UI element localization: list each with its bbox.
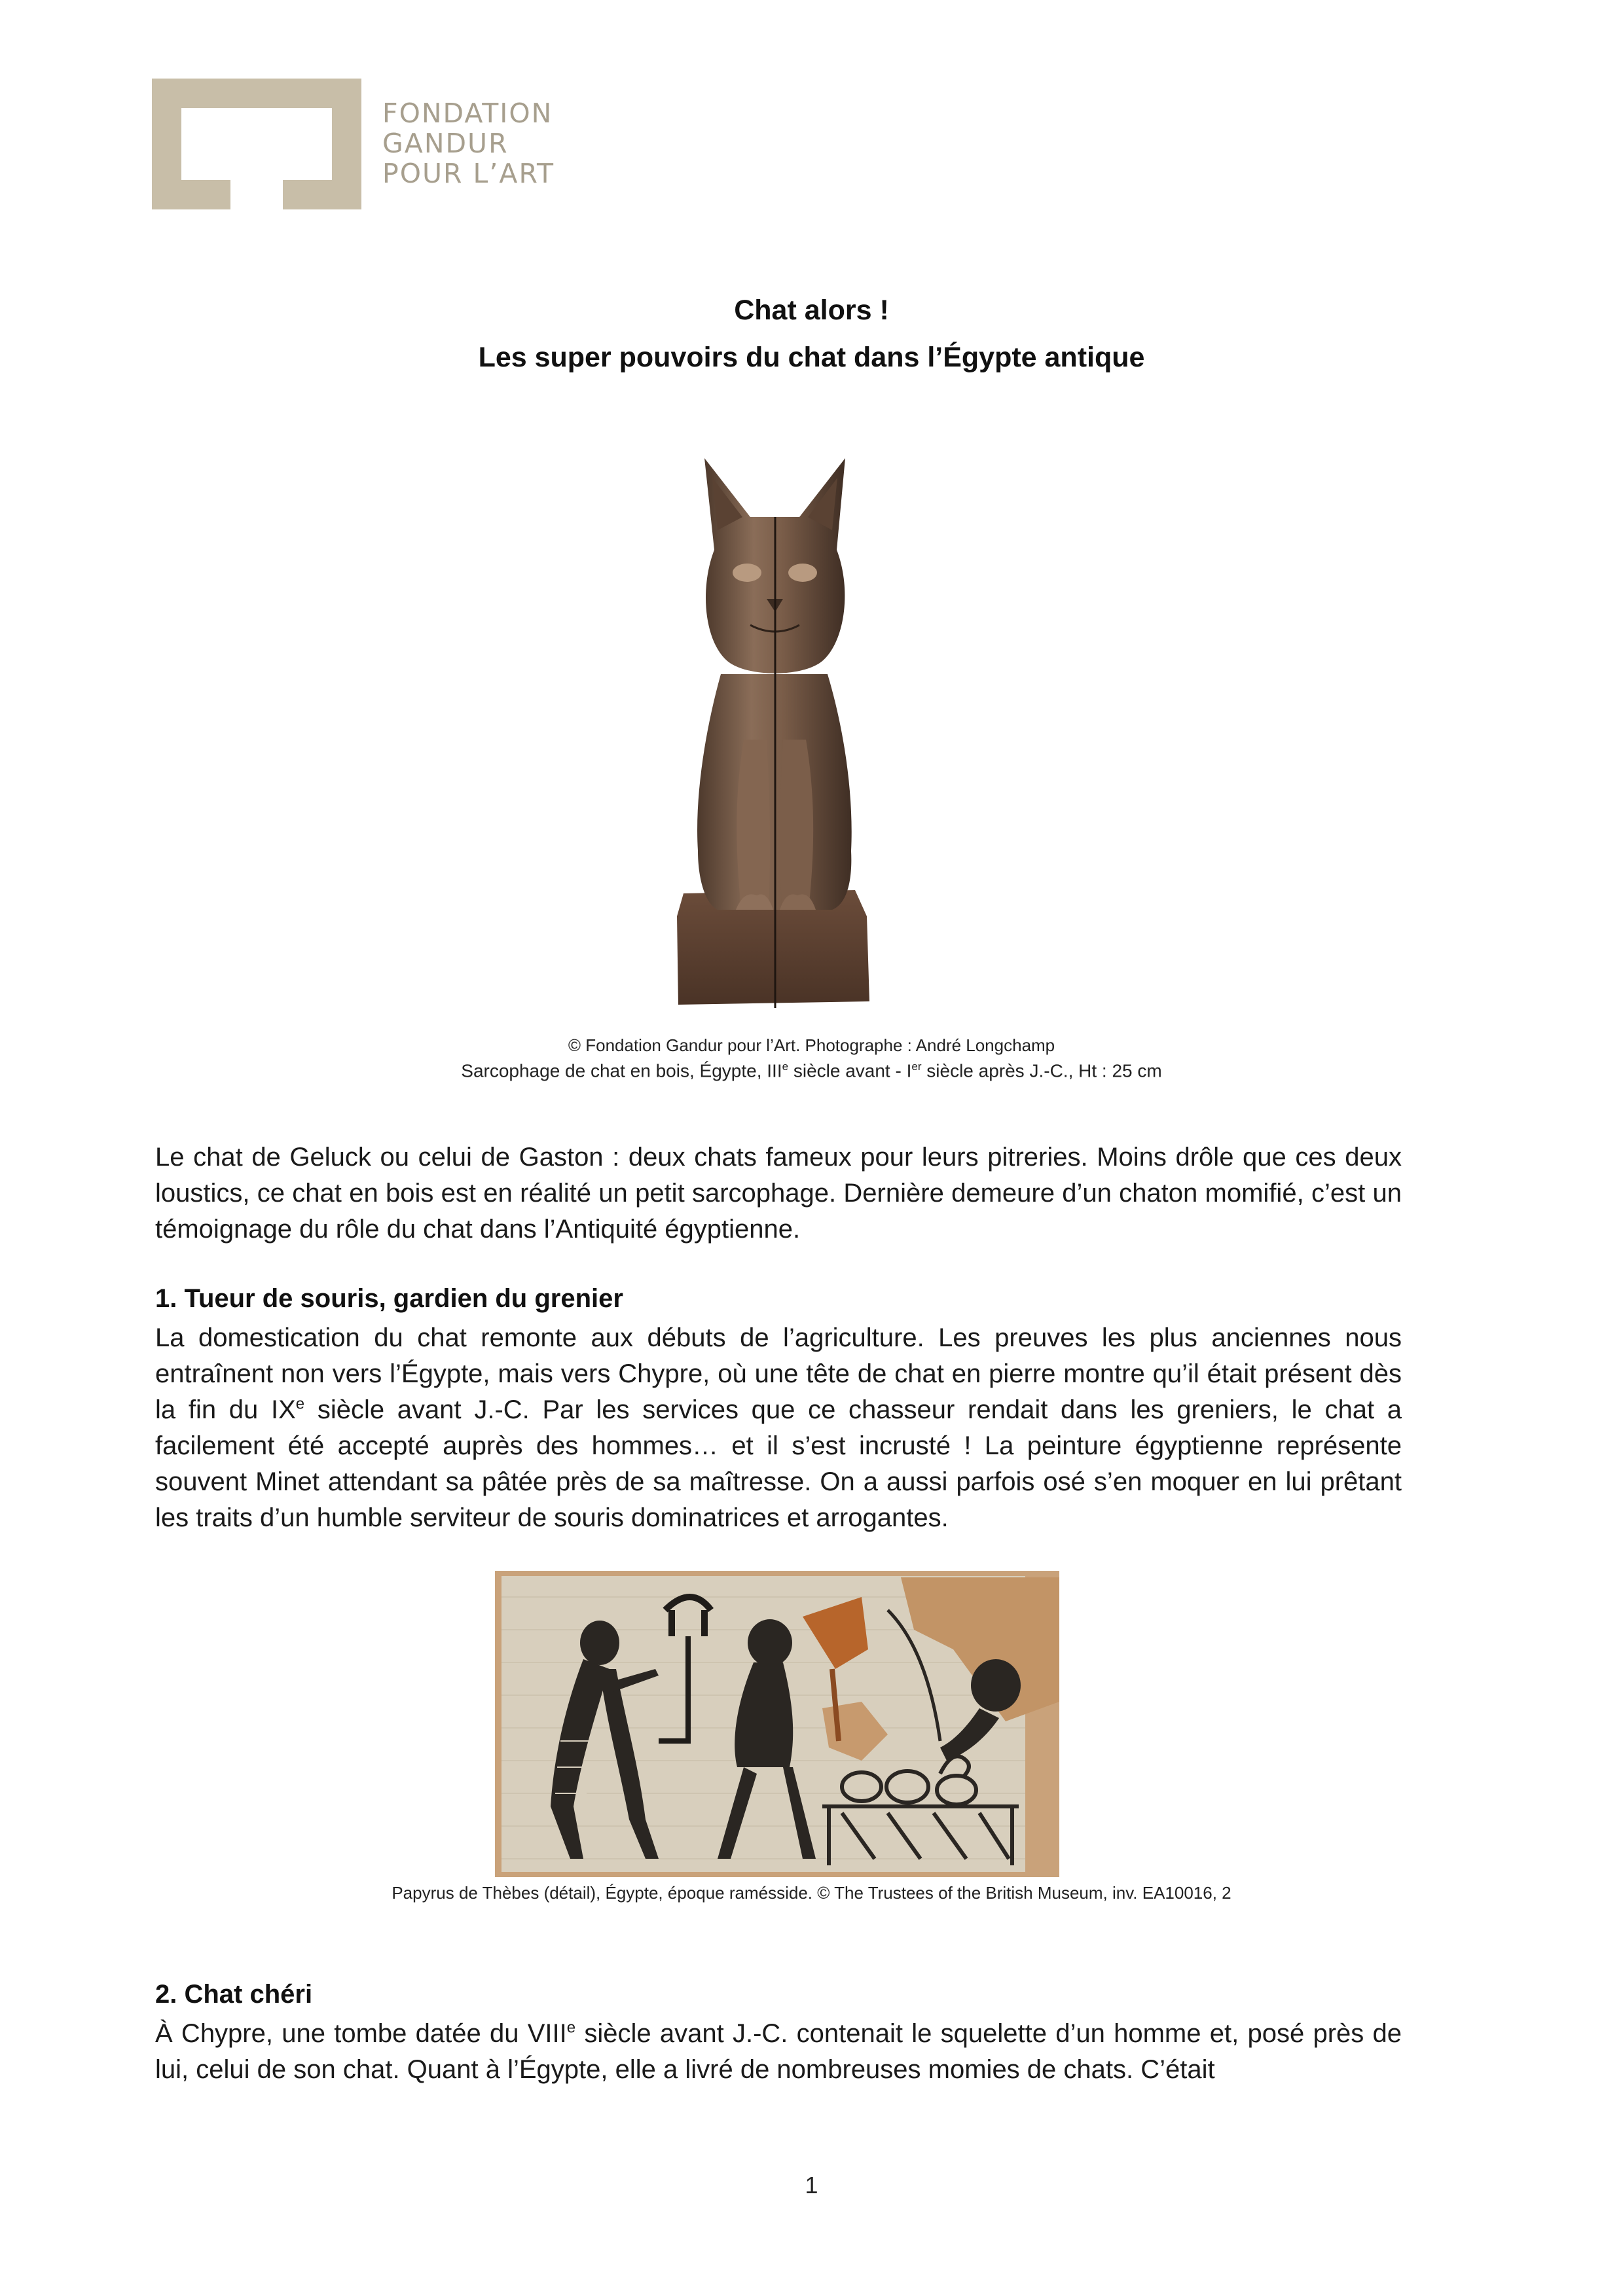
section2-text-b: siècle avant J.-C. contenait le squelette d’un homme et, posé près de lui, celui de son chat. Quant à l’Égypte, elle a livré de nombreuses momies de chats. C’était [155,2019,1402,2084]
logo-line-2: GANDUR [382,128,509,159]
section1-heading: 1. Tueur de souris, gardien du grenier [155,1284,623,1313]
section1-paragraph [155,1320,1402,1536]
document-subtitle: Les super pouvoirs du chat dans l’Égypte antique [478,342,1145,373]
section1-text-a: La domestication du chat remonte aux débuts de l’agriculture. Les preuves les plus anciennes nous entraînent non vers l’Égypte, mais vers Chypre, où une tête de chat en pierre montre qu’il était présent dès la fin du IX [155,1323,1402,1424]
figure1-caption-sup-1: e [782,1060,789,1073]
section2-paragraph [155,2016,1402,2088]
figure1-credit: © Fondation Gandur pour l’Art. Photographe : André Longchamp [568,1035,1055,1055]
logo-mark-icon [152,79,361,209]
papyrus-image [495,1571,1059,1877]
section2-heading: 2. Chat chéri [155,1980,313,2009]
logo-line-1: FONDATION [382,98,553,129]
figure1-caption-part-b: siècle avant - I [788,1060,912,1081]
section2-sup: e [566,2018,576,2037]
foundation-logo [152,79,555,209]
section1-sup: e [295,1395,305,1413]
figure1-caption-part-c: siècle après J.-C., Ht : 25 cm [921,1060,1162,1081]
figure2-caption: Papyrus de Thèbes (détail), Égypte, époque ramésside. © The Trustees of the British Museum, inv. EA10016, 2 [392,1883,1231,1903]
page-number: 1 [805,2172,818,2198]
cat-sarcophagus-image [659,458,888,1011]
document-title: Chat alors ! [734,295,889,326]
intro-paragraph: Le chat de Geluck ou celui de Gaston : deux chats fameux pour leurs pitreries. Moins drôle que ces deux loustics, ce chat en bois est en réalité un petit sarcophage. Dernière demeure d’un chaton momifié, c’est un témoignage du rôle du chat dans l’Antiquité égyptienne. [155,1143,1402,1244]
logo-line-3: POUR L’ART [382,158,555,189]
figure1-caption-part-a: Sarcophage de chat en bois, Égypte, III [461,1060,782,1081]
section1-text-b: siècle avant J.-C. Par les services que ce chasseur rendait dans les greniers, le chat a facilement été accepté auprès des hommes… et il s’est incrusté ! La peinture égyptienne représente souvent Minet attendant sa pâtée près de sa maîtresse. On a aussi parfois osé s’en moquer en lui prêtant les traits d’un humble serviteur de souris dominatrices et arrogantes. [155,1395,1402,1532]
figure1-caption [0,1060,1623,1081]
figure1-caption-sup-2: er [911,1060,922,1073]
logo-wordmark [382,98,555,188]
section2-text-a: À Chypre, une tombe datée du VIII [155,2019,567,2048]
